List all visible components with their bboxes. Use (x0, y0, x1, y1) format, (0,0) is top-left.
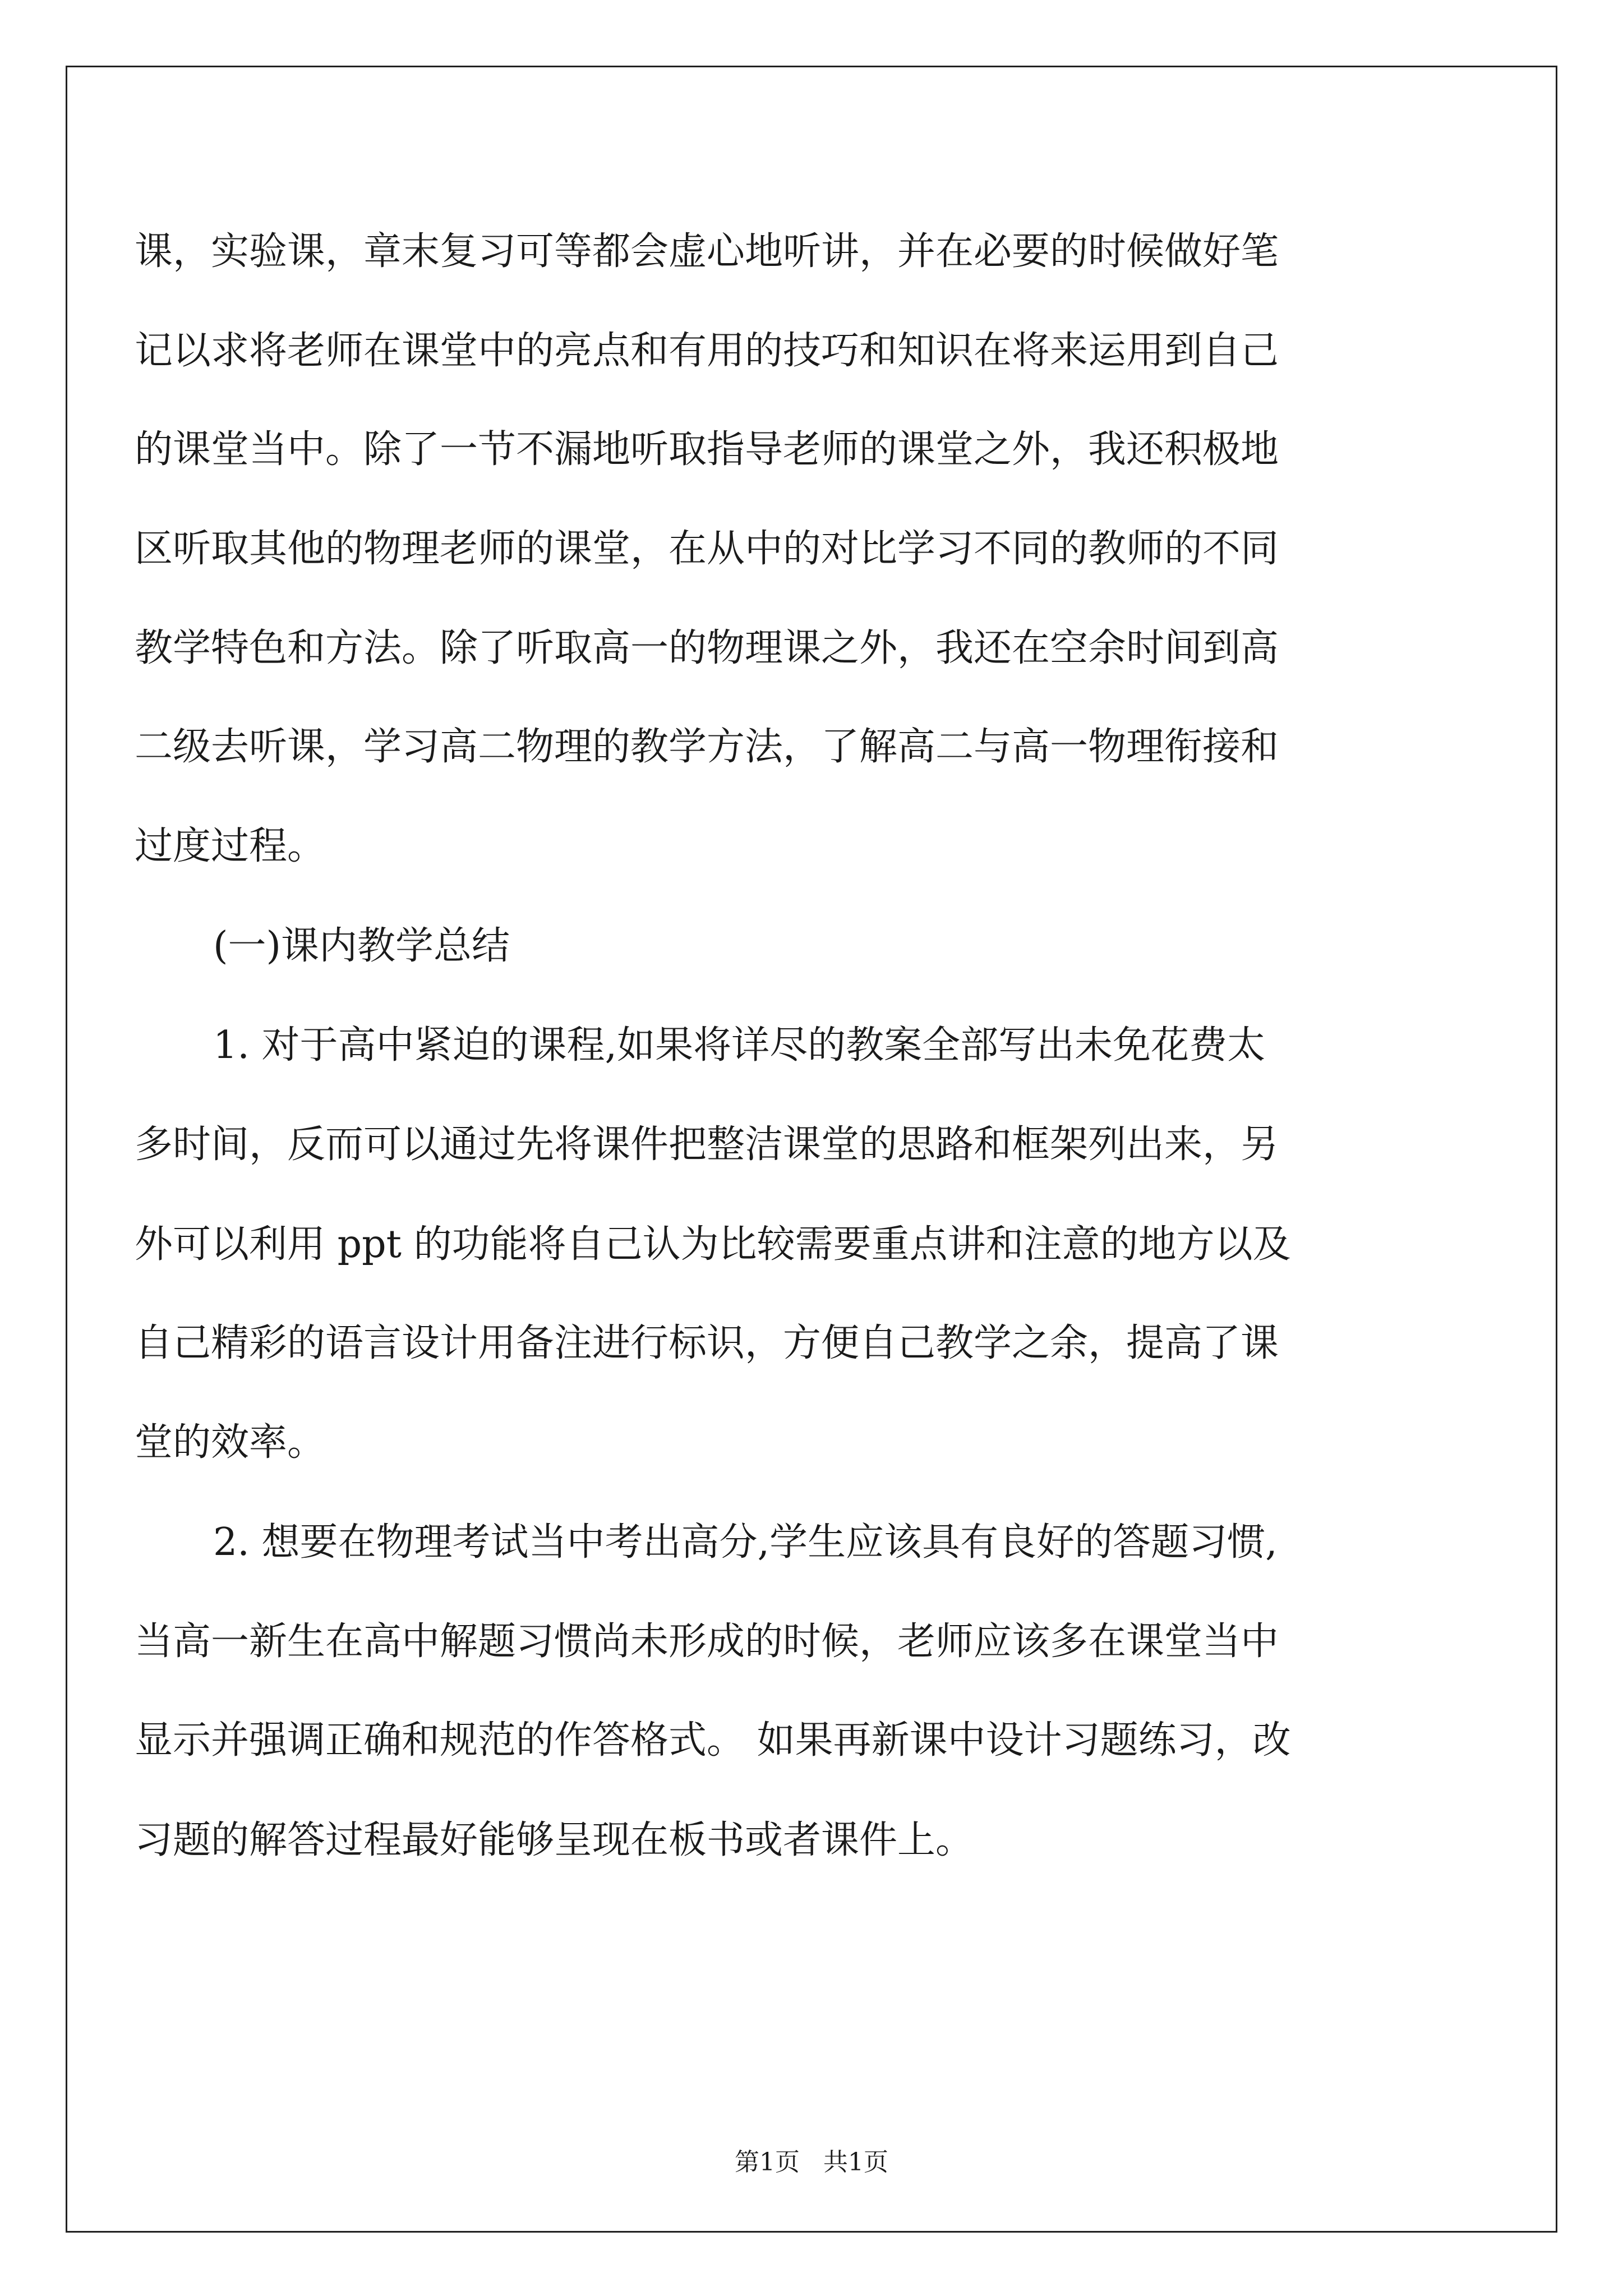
text-line: 的课堂当中。除了一节不漏地听取指导老师的课堂之外，我还积极地 (135, 427, 1279, 472)
text-line: 二级去听课，学习高二物理的教学方法，了解高二与高一物理衔接和 (135, 725, 1279, 769)
text-line: 多时间，反而可以通过先将课件把整洁课堂的思路和框架列出来，另 (135, 1122, 1279, 1167)
text-line: 显示并强调正确和规范的作答格式。 如果再新课中设计习题练习，改 (135, 1718, 1291, 1763)
section-heading: (一)课内教学总结 (213, 924, 510, 968)
text-line: 堂的效率。 (135, 1420, 326, 1465)
text-line: 区听取其他的物理老师的课堂，在从中的对比学习不同的教师的不同 (135, 527, 1279, 571)
page-number: 第1页 共1页 (735, 2148, 888, 2177)
text-line: 自己精彩的语言设计用备注进行标识，方便自己教学之余，提高了课 (135, 1321, 1279, 1365)
text-line: 1. 对于高中紧迫的课程,如果将详尽的教案全部写出未免花费太 (213, 1023, 1266, 1068)
text-line: 习题的解答过程最好能够呈现在板书或者课件上。 (135, 1818, 974, 1862)
text-line: 教学特色和方法。除了听取高一的物理课之外，我还在空余时间到高 (135, 626, 1279, 670)
text-line: 记以求将老师在课堂中的亮点和有用的技巧和知识在将来运用到自己 (135, 329, 1279, 373)
text-line: 课，实验课，章末复习可等都会虚心地听讲，并在必要的时候做好笔 (135, 229, 1279, 274)
text-line: 外可以利用 ppt 的功能将自己认为比较需要重点讲和注意的地方以及 (135, 1222, 1291, 1267)
text-line: 当高一新生在高中解题习惯尚未形成的时候，老师应该多在课堂当中 (135, 1619, 1279, 1664)
text-line: 过度过程。 (135, 824, 326, 868)
text-line: 2. 想要在物理考试当中考出高分,学生应该具有良好的答题习惯, (213, 1520, 1278, 1565)
